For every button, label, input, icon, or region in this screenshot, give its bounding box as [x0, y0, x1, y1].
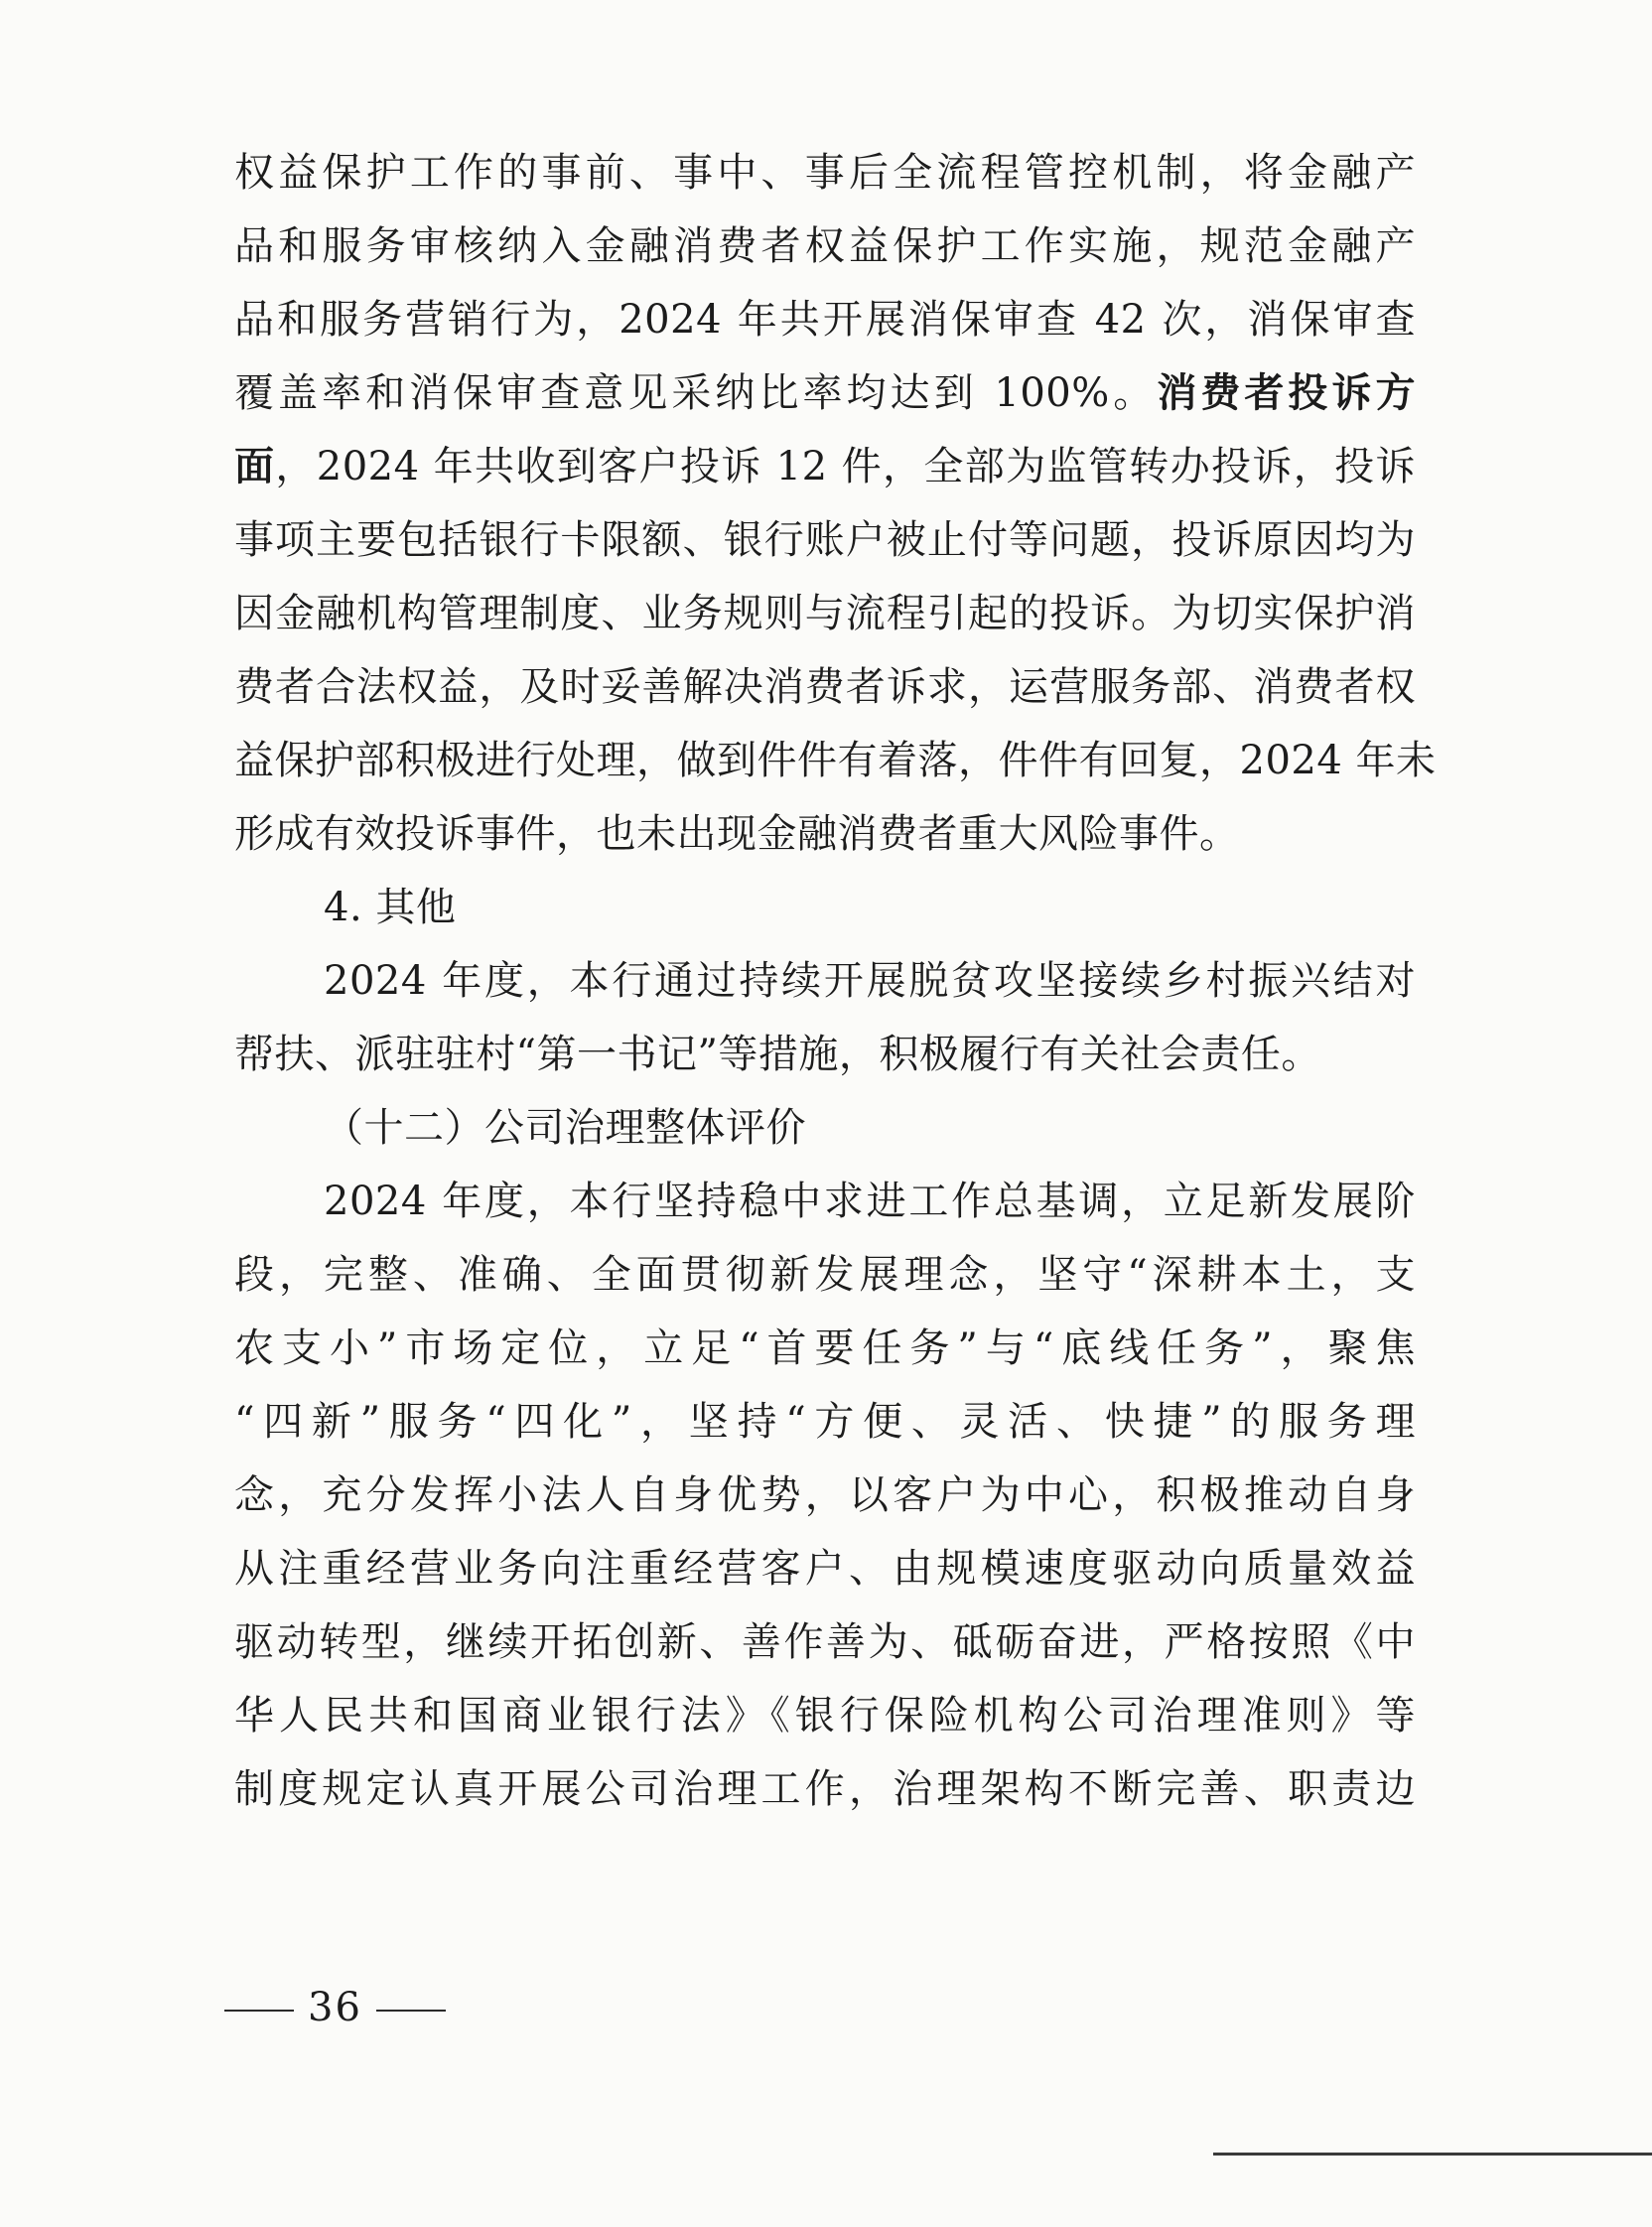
- body-line-3: [234, 282, 1416, 357]
- body-line-17: [234, 1311, 1416, 1386]
- text-segment: 2024 年度，本行坚持稳中求进工作总基调，立足新发展阶: [324, 1179, 1416, 1224]
- text-segment: 从注重经营业务向注重经营客户、由规模速度驱动向质量效益: [234, 1546, 1416, 1592]
- text-segment: 形成有效投诉事件，也未出现金融消费者重大风险事件。: [234, 811, 1240, 857]
- text-segment: 费者合法权益，及时妥善解决消费者诉求，运营服务部、消费者权: [234, 664, 1416, 710]
- text-segment: 念，充分发挥小法人自身优势，以客户为中心，积极推动自身: [234, 1472, 1416, 1518]
- section-heading-governance: [324, 1090, 1416, 1166]
- body-line-5: [234, 429, 1416, 504]
- body-line-22: [234, 1678, 1416, 1753]
- section-heading-other: [324, 870, 1416, 945]
- text-segment: 帮扶、派驻驻村“第一书记”等措施，积极履行有关社会责任。: [234, 1032, 1321, 1077]
- page-footer: [210, 1978, 460, 2037]
- body-line-4: [234, 355, 1416, 431]
- body-line-2: [234, 209, 1416, 284]
- body-line-23: [234, 1751, 1416, 1827]
- text-segment: 华人民共和国商业银行法》《银行保险机构公司治理准则》等: [234, 1693, 1416, 1739]
- footer-dash-right: [376, 2010, 446, 2012]
- text-segment: 制度规定认真开展公司治理工作，治理架构不断完善、职责边: [234, 1766, 1416, 1812]
- text-segment: 段，完整、准确、全面贯彻新发展理念，坚守“深耕本土，支: [234, 1252, 1416, 1298]
- body-line-15: [324, 1164, 1416, 1239]
- body-line-19: [234, 1458, 1416, 1533]
- text-segment: 权益保护工作的事前、事中、事后全流程管控机制，将金融产: [234, 150, 1416, 196]
- text-segment: 因金融机构管理制度、业务规则与流程引起的投诉。为切实保护消: [234, 591, 1416, 636]
- text-segment: 驱动转型，继续开拓创新、善作善为、砥砺奋进，严格按照《中: [234, 1619, 1416, 1665]
- body-line-13: [234, 1017, 1416, 1092]
- body-line-10: [234, 796, 1416, 872]
- body-line-20: [234, 1531, 1416, 1606]
- body-line-7: [234, 576, 1416, 651]
- body-line-8: [234, 649, 1416, 725]
- text-segment: 品和服务审核纳入金融消费者权益保护工作实施，规范金融产: [234, 223, 1416, 269]
- bold-heading-segment: 面: [234, 443, 276, 489]
- text-segment: 农支小”市场定位，立足“首要任务”与“底线任务”，聚焦: [234, 1325, 1416, 1371]
- body-line-12: [324, 943, 1416, 1019]
- body-line-6: [234, 502, 1416, 578]
- text-segment: 益保护部积极进行处理，做到件件有着落，件件有回复，2024 年未: [234, 738, 1437, 783]
- text-segment: （十二）公司治理整体评价: [324, 1105, 806, 1151]
- body-line-18: [234, 1384, 1416, 1460]
- bold-heading-segment: 消费者投诉方: [1157, 369, 1416, 416]
- body-line-21: [234, 1604, 1416, 1680]
- text-segment: “四新”服务“四化”，坚持“方便、灵活、快捷”的服务理: [234, 1399, 1416, 1445]
- text-segment: 4. 其他: [324, 885, 457, 930]
- text-segment: 品和服务营销行为，2024 年共开展消保审查 42 次，消保审查: [234, 297, 1416, 343]
- text-segment: ，2024 年共收到客户投诉 12 件，全部为监管转办投诉，投诉: [275, 444, 1416, 489]
- footer-dash-left: [224, 2010, 294, 2012]
- body-line-16: [234, 1237, 1416, 1313]
- text-segment: 事项主要包括银行卡限额、银行账户被止付等问题，投诉原因均为: [234, 517, 1416, 563]
- text-segment: 覆盖率和消保审查意见采纳比率均达到 100%。: [234, 370, 1158, 416]
- text-segment: 2024 年度，本行通过持续开展脱贫攻坚接续乡村振兴结对: [324, 958, 1416, 1004]
- page-number: 36: [308, 1985, 362, 2030]
- body-line-1: [234, 135, 1416, 210]
- bottom-edge-rule: [1213, 2153, 1652, 2156]
- body-line-9: [234, 723, 1437, 798]
